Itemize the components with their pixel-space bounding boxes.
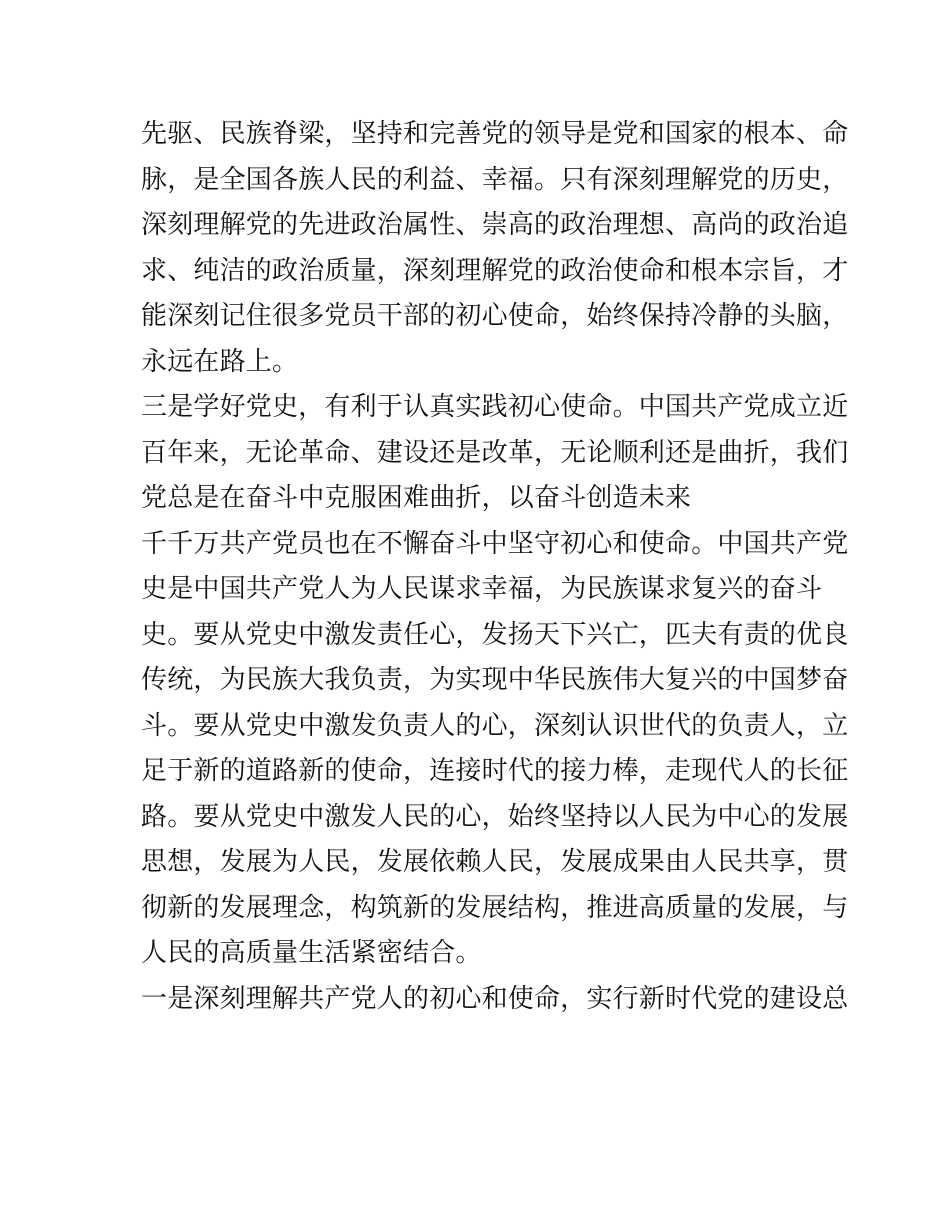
text-line: 永远在路上。	[141, 346, 299, 377]
text-line: 能深刻记住很多党员干部的初心使命，始终保持冷静的头脑，	[141, 301, 849, 331]
text-line: 千千万共产党员也在不懈奋斗中坚守初心和使命。中国共产党	[141, 528, 849, 559]
text-line: 彻新的发展理念，构筑新的发展结构，推进高质量的发展，与	[141, 892, 849, 923]
text-line: 三是学好党史，有利于认真实践初心使命。中国共产党成立近	[141, 392, 849, 422]
text-line: 足于新的道路新的使命，连接时代的接力棒，走现代人的长征	[141, 756, 849, 786]
text-line: 路。要从党史中激发人民的心，始终坚持以人民为中心的发展	[141, 801, 849, 832]
text-line: 史是中国共产党人为人民谋求幸福，为民族谋求复兴的奋斗	[141, 574, 823, 604]
text-line: 一是深刻理解共产党人的初心和使命，实行新时代党的建设总	[141, 983, 849, 1014]
text-line: 深刻理解党的先进政治属性、崇高的政治理想、高尚的政治追	[141, 210, 849, 240]
text-line: 传统，为民族大我负责，为实现中华民族伟大复兴的中国梦奋	[141, 665, 849, 695]
body-text	[141, 112, 849, 1022]
text-line: 思想，发展为人民，发展依赖人民，发展成果由人民共享，贯	[141, 847, 849, 877]
text-line: 先驱、民族脊梁，坚持和完善党的领导是党和国家的根本、命	[141, 119, 849, 149]
text-line: 百年来，无论革命、建设还是改革，无论顺利还是曲折，我们	[141, 437, 849, 468]
text-line: 脉，是全国各族人民的利益、幸福。只有深刻理解党的历史，	[141, 164, 849, 195]
text-line: 求、纯洁的政治质量，深刻理解党的政治使命和根本宗旨，才	[141, 255, 849, 286]
text-line: 人民的高质量生活紧密结合。	[141, 938, 482, 968]
text-line: 党总是在奋斗中克服困难曲折，以奋斗创造未来	[141, 483, 692, 513]
text-line: 史。要从党史中激发责任心，发扬天下兴亡，匹夫有责的优良	[141, 619, 849, 650]
text-line: 斗。要从党史中激发负责人的心，深刻认识世代的负责人，立	[141, 710, 849, 741]
